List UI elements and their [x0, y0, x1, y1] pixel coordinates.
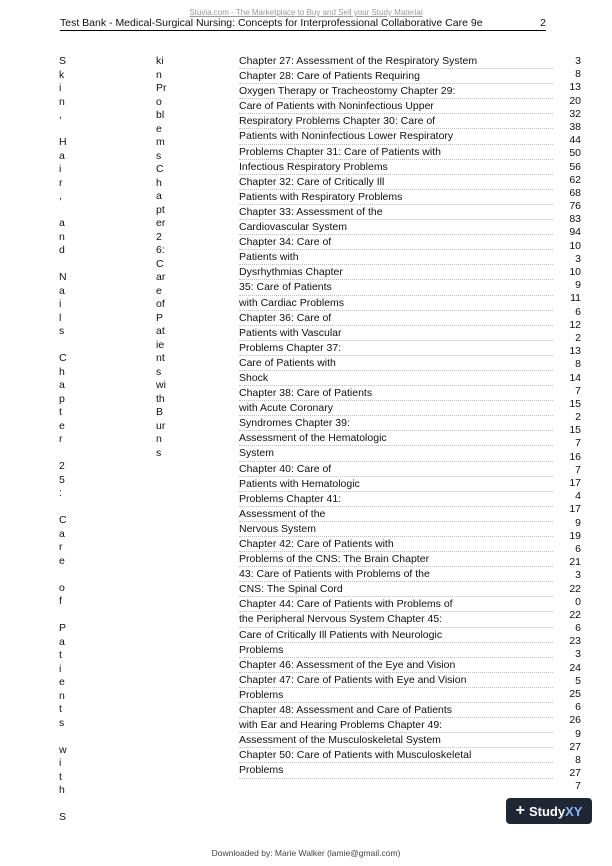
toc-entry-line[interactable]: Chapter 34: Care of [239, 235, 553, 250]
vertical-fragment: B [156, 406, 164, 418]
toc-page-number: 3 [575, 252, 581, 265]
studyxy-badge[interactable] [506, 798, 592, 824]
toc-page-number: 22 [569, 582, 581, 595]
toc-entry-line[interactable]: with Acute Coronary [239, 401, 553, 416]
toc-entry-line[interactable]: Patients with Hematologic [239, 477, 553, 492]
toc-entry-line[interactable]: 43: Care of Patients with Problems of the [239, 567, 553, 582]
vertical-fragment: ar [156, 271, 166, 283]
toc-page-number: 32 [569, 107, 581, 120]
toc-entry-line[interactable]: Assessment of the Hematologic [239, 431, 553, 446]
toc-page-number: 62 [569, 173, 581, 186]
vertical-fragment: h [156, 176, 162, 189]
vertical-letter: i [59, 757, 62, 769]
toc-page-number: 17 [569, 503, 581, 516]
toc-entry-line[interactable]: Chapter 47: Care of Patients with Eye and Vision [239, 673, 553, 688]
toc-page-number: 2 [575, 411, 581, 424]
vertical-letter: i [59, 163, 62, 175]
vertical-fragment: C [156, 257, 164, 270]
vertical-fragment: n [156, 68, 162, 81]
toc-entry-line[interactable]: 35: Care of Patients [239, 280, 553, 295]
vertical-fragment: C [156, 163, 164, 175]
toc-page-number: 6 [575, 542, 581, 555]
vertical-letter: , [59, 109, 62, 121]
toc-entry-line[interactable]: Assessment of the Musculoskeletal System [239, 733, 553, 748]
vertical-letter: a [59, 635, 65, 648]
toc-page-number: 23 [569, 635, 581, 648]
toc-page-number: 8 [575, 358, 581, 371]
vertical-fragment: s [156, 446, 162, 459]
vertical-letter: a [59, 527, 65, 540]
vertical-letter: 5 [59, 473, 65, 486]
vertical-letter: r [59, 176, 63, 189]
toc-page-number: 21 [569, 556, 581, 569]
vertical-letter: i [59, 662, 62, 675]
toc-page-number: 68 [569, 186, 581, 199]
toc-page-number: 2 [575, 331, 581, 344]
toc-page-number: 7 [575, 384, 581, 397]
toc-entry-line[interactable]: the Peripheral Nervous System Chapter 45: [239, 612, 553, 627]
vertical-fragment: 2 [156, 230, 162, 243]
toc-page-number: 44 [569, 134, 581, 147]
toc-page-number: 3 [575, 55, 581, 67]
vertical-letter: e [59, 554, 65, 567]
toc-entry-line[interactable]: Shock [239, 371, 553, 386]
vertical-fragment: P [156, 311, 164, 324]
toc-entry-line[interactable]: Problems [239, 643, 553, 658]
toc-entry-line[interactable]: Syndromes Chapter 39: [239, 416, 553, 431]
toc-entry-line[interactable]: Nervous System [239, 522, 553, 537]
table-of-contents [239, 54, 553, 779]
vertical-fragment: 6: [156, 244, 165, 256]
vertical-letter [59, 568, 79, 582]
vertical-text-column-b [156, 55, 178, 460]
toc-page-number: 3 [575, 648, 581, 661]
toc-entry-line[interactable]: Patients with Vascular [239, 326, 553, 341]
toc-page-number: 11 [570, 292, 581, 305]
toc-entry-line[interactable]: Care of Patients with [239, 356, 553, 371]
vertical-letter: i [59, 82, 62, 94]
toc-entry-line[interactable]: Care of Critically Ill Patients with Neurologic [239, 628, 553, 643]
vertical-letter: o [59, 581, 65, 594]
toc-page-number: 83 [569, 213, 581, 226]
vertical-letter: n [59, 95, 65, 108]
vertical-letter: N [59, 271, 67, 283]
vertical-fragment: at [156, 325, 165, 337]
toc-entry-line[interactable]: Care of Patients with Noninfectious Upper [239, 99, 553, 114]
toc-page-number: 3 [575, 569, 581, 582]
toc-page-number: 13 [569, 345, 581, 358]
vertical-fragment: a [156, 190, 162, 202]
vertical-fragment: s [156, 149, 162, 162]
vertical-fragment: er [156, 217, 166, 229]
toc-page-number: 6 [575, 622, 581, 635]
vertical-letter: n [59, 689, 65, 702]
toc-page-number: 24 [569, 661, 581, 674]
toc-entry-line[interactable]: Chapter 36: Care of [239, 311, 553, 326]
vertical-letter: C [59, 514, 67, 526]
toc-page-number: 19 [569, 529, 581, 542]
vertical-letter [59, 798, 79, 812]
vertical-letter: t [59, 649, 62, 661]
vertical-fragment: nt [156, 352, 165, 364]
toc-page-number: 15 [569, 397, 581, 410]
toc-page-number: 38 [569, 120, 581, 133]
vertical-fragment: s [156, 365, 162, 378]
toc-entry-line[interactable]: Patients with [239, 250, 553, 265]
toc-page-number: 5 [575, 674, 581, 687]
toc-entry-line[interactable]: Problems Chapter 37: [239, 341, 553, 356]
toc-entry-line[interactable]: Chapter 33: Assessment of the [239, 205, 553, 220]
vertical-fragment: n [156, 433, 162, 445]
toc-page-number: 4 [575, 490, 581, 503]
toc-entry-line[interactable]: Infectious Respiratory Problems [239, 160, 553, 175]
vertical-letter: k [59, 68, 65, 81]
toc-page-number: 94 [569, 226, 581, 239]
vertical-letter: l [59, 311, 62, 324]
vertical-text-column-a [59, 55, 79, 825]
stuvia-watermark[interactable]: Stuvia.com - The Marketplace to Buy and Sell your Study Material [189, 8, 423, 17]
vertical-fragment: e [156, 122, 162, 135]
toc-page-number: 20 [569, 94, 581, 107]
toc-page-number: 9 [575, 516, 581, 529]
toc-page-number: 16 [569, 450, 581, 463]
toc-entry-line[interactable]: with Cardiac Problems [239, 296, 553, 311]
toc-page-number: 9 [575, 279, 581, 292]
vertical-letter: d [59, 244, 65, 256]
vertical-letter: S [59, 55, 67, 67]
vertical-letter: H [59, 136, 67, 148]
toc-page-number: 8 [575, 68, 581, 81]
toc-entry-line[interactable]: Assessment of the [239, 507, 553, 522]
header-title: Test Bank - Medical-Surgical Nursing: Concepts for Interprofessional Collaborative Care 9e [60, 17, 483, 29]
toc-page-number: 27 [569, 740, 581, 753]
toc-entry-line[interactable]: Chapter 38: Care of Patients [239, 386, 553, 401]
toc-entry-line[interactable]: Chapter 46: Assessment of the Eye and Vision [239, 658, 553, 673]
toc-entry-line[interactable]: Dysrhythmias Chapter [239, 265, 553, 280]
vertical-letter: 2 [59, 460, 65, 472]
vertical-letter: h [59, 784, 65, 796]
vertical-letter: e [59, 676, 65, 688]
vertical-fragment: ki [156, 55, 164, 67]
page-header [60, 16, 546, 31]
toc-entry-line[interactable]: Problems Chapter 41: [239, 492, 553, 507]
vertical-letter [59, 204, 79, 218]
toc-entry-line[interactable]: Chapter 32: Care of Critically Ill [239, 175, 553, 190]
toc-page-number: 13 [569, 81, 581, 94]
toc-page-number: 9 [575, 727, 581, 740]
toc-page-number: 6 [575, 701, 581, 714]
page-number-column [555, 55, 581, 794]
toc-entry-line[interactable]: Chapter 40: Care of [239, 462, 553, 477]
vertical-letter [59, 339, 79, 353]
toc-entry-line[interactable]: CNS: The Spinal Cord [239, 582, 553, 597]
header-page-number: 2 [540, 17, 546, 29]
vertical-fragment: Pr [156, 82, 167, 94]
toc-entry-line[interactable]: Problems of the CNS: The Brain Chapter [239, 552, 553, 567]
vertical-fragment: bl [156, 109, 165, 121]
toc-entry-line[interactable]: Patients with Respiratory Problems [239, 190, 553, 205]
toc-page-number: 76 [569, 200, 581, 213]
vertical-letter: f [59, 595, 62, 607]
vertical-letter: t [59, 406, 62, 418]
toc-entry-line[interactable]: Problems Chapter 31: Care of Patients with [239, 145, 553, 160]
badge-brand: StudyXY [528, 803, 583, 819]
toc-page-number: 22 [569, 608, 581, 621]
toc-entry-line[interactable]: Respiratory Problems Chapter 30: Care of [239, 114, 553, 129]
vertical-letter [59, 447, 79, 461]
toc-page-number: 7 [575, 463, 581, 476]
vertical-letter: w [59, 743, 67, 756]
vertical-letter: a [59, 379, 65, 391]
vertical-letter: C [59, 352, 67, 364]
toc-entry-line[interactable]: Chapter 50: Care of Patients with Musculoskeletal [239, 748, 553, 763]
toc-page-number: 0 [575, 595, 581, 608]
vertical-letter: S [59, 811, 67, 823]
vertical-letter: s [59, 716, 65, 729]
toc-entry-line[interactable]: with Ear and Hearing Problems Chapter 49: [239, 718, 553, 733]
toc-entry-line[interactable]: Chapter 28: Care of Patients Requiring [239, 69, 553, 84]
toc-page-number: 15 [569, 424, 581, 437]
vertical-fragment: ie [156, 338, 165, 351]
vertical-letter: n [59, 230, 65, 243]
toc-page-number: 8 [575, 753, 581, 766]
toc-entry-line[interactable]: Cardiovascular System [239, 220, 553, 235]
toc-page-number: 7 [575, 437, 581, 450]
vertical-letter: P [59, 622, 67, 634]
vertical-fragment: pt [156, 203, 165, 216]
vertical-fragment: m [156, 136, 165, 148]
toc-page-number: 17 [569, 477, 581, 489]
vertical-letter: : [59, 487, 62, 499]
toc-entry-line[interactable]: Patients with Noninfectious Lower Respiratory [239, 129, 553, 144]
toc-entry-line[interactable]: Problems [239, 688, 553, 703]
vertical-letter: r [59, 541, 63, 553]
toc-entry-line[interactable]: Oxygen Therapy or Tracheostomy Chapter 29: [239, 84, 553, 99]
vertical-fragment: o [156, 95, 162, 108]
toc-page-number: 12 [569, 318, 581, 331]
vertical-fragment: e [156, 284, 162, 297]
toc-page-number: 26 [569, 714, 581, 727]
toc-entry-line[interactable]: Chapter 27: Assessment of the Respiratory System [239, 54, 553, 69]
vertical-letter: r [59, 433, 63, 445]
toc-page-number: 27 [569, 767, 581, 780]
vertical-letter: a [59, 284, 65, 297]
toc-entry-line[interactable]: Chapter 48: Assessment and Care of Patients [239, 703, 553, 718]
vertical-letter: , [59, 190, 62, 202]
vertical-fragment: of [156, 298, 165, 310]
toc-page-number: 50 [569, 147, 581, 160]
toc-page-number: 10 [569, 266, 581, 278]
vertical-letter: a [59, 149, 65, 162]
vertical-letter [59, 609, 79, 623]
plus-icon: + [515, 802, 525, 819]
toc-page-number: 14 [569, 371, 581, 384]
vertical-letter: h [59, 365, 65, 378]
vertical-letter: t [59, 770, 62, 783]
vertical-fragment: th [156, 392, 165, 405]
vertical-letter [59, 258, 79, 272]
vertical-letter: p [59, 392, 65, 405]
vertical-letter: t [59, 703, 62, 715]
toc-page-number: 7 [575, 780, 581, 793]
vertical-fragment: ur [156, 419, 166, 432]
vertical-letter: i [59, 298, 62, 310]
vertical-letter: e [59, 419, 65, 432]
vertical-fragment: wi [156, 379, 166, 391]
vertical-letter [59, 730, 79, 744]
vertical-letter [59, 501, 79, 515]
vertical-letter [59, 123, 79, 137]
toc-page-number: 10 [569, 239, 581, 252]
toc-page-number: 56 [569, 160, 581, 173]
vertical-letter: a [59, 217, 65, 229]
toc-entry-line[interactable]: Chapter 44: Care of Patients with Problems of [239, 597, 553, 612]
toc-entry-line[interactable]: System [239, 446, 553, 461]
download-footer: Downloaded by: Marie Walker (lamie@gmail.com) [211, 848, 401, 858]
toc-page-number: 25 [569, 688, 581, 700]
vertical-letter: s [59, 325, 65, 337]
toc-page-number: 6 [575, 305, 581, 318]
toc-entry-line[interactable]: Problems [239, 763, 553, 778]
toc-entry-line[interactable]: Chapter 42: Care of Patients with [239, 537, 553, 552]
